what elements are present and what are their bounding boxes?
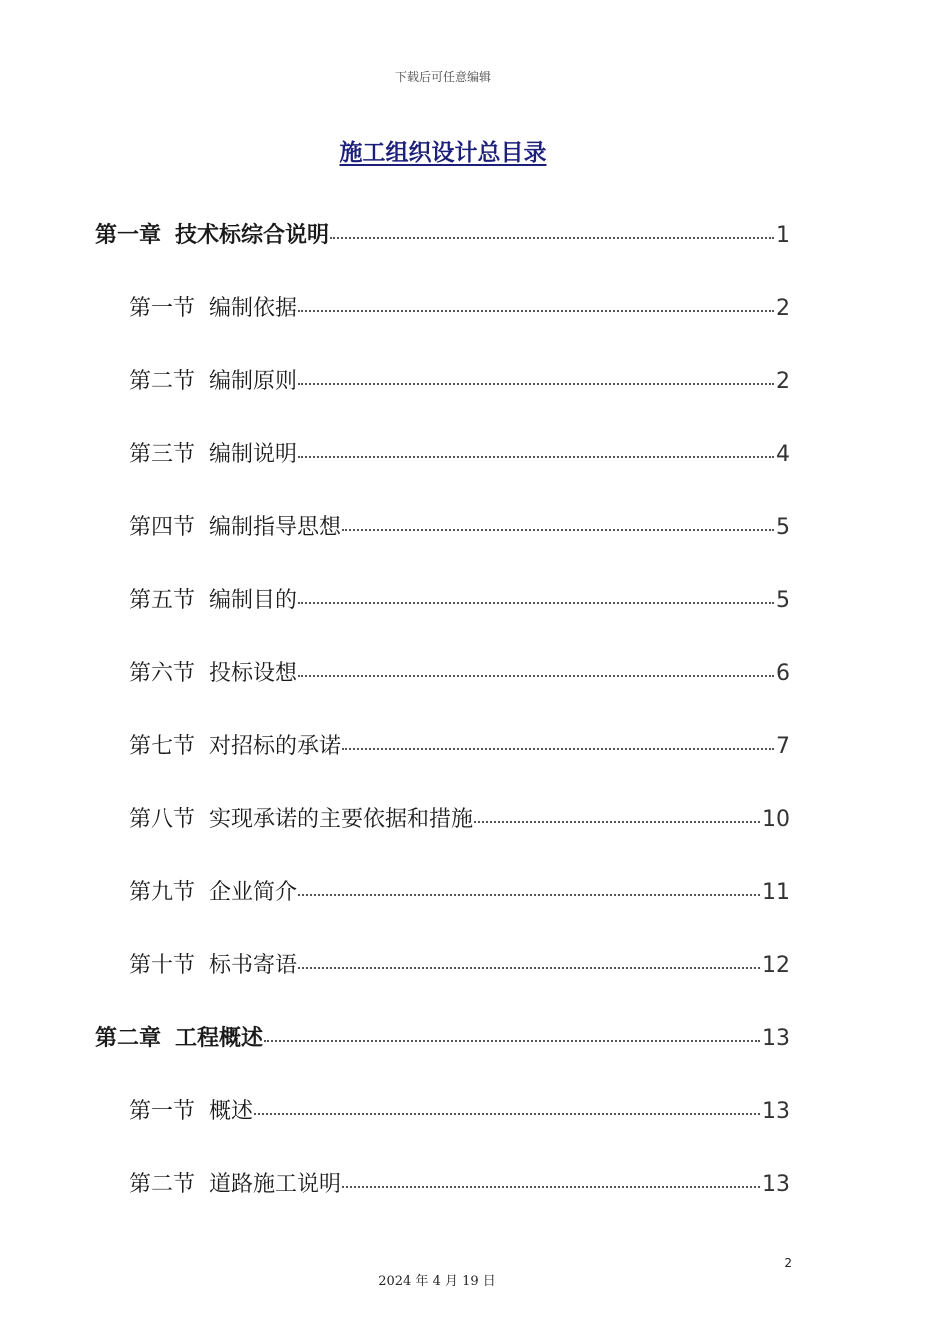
toc-dot-leader [254,1113,760,1115]
toc-entry-label: 标书寄语 [209,953,298,978]
toc-entry-label: 企业简介 [209,880,298,905]
toc-section-entry[interactable] [129,364,790,400]
toc-dot-leader [342,1186,760,1188]
toc-entry-page: 5 [776,588,790,613]
toc-entry-page: 6 [776,661,790,686]
toc-entry-number: 第三节 [129,442,196,467]
toc-dot-leader [342,748,774,750]
toc-entry-number: 第一节 [129,296,196,321]
toc-entry-page: 2 [776,296,790,321]
document-title: 施工组织设计总目录 [339,140,547,166]
toc-section-entry[interactable] [129,802,790,838]
toc-entry-number: 第二节 [129,369,196,394]
toc-entry-label: 编制说明 [209,442,298,467]
toc-section-entry[interactable] [129,583,790,619]
toc-section-entry[interactable] [129,510,790,546]
toc-section-entry[interactable] [129,1094,790,1130]
toc-entry-page: 1 [776,223,790,248]
toc-entry-label: 编制依据 [209,296,298,321]
toc-entry-page: 2 [776,369,790,394]
toc-dot-leader [298,310,774,312]
toc-entry-number: 第九节 [129,880,196,905]
toc-entry-page: 7 [776,734,790,759]
toc-entry-page: 11 [762,880,790,905]
toc-entry-label: 对招标的承诺 [209,734,342,759]
toc-entry-number: 第一节 [129,1099,196,1124]
toc-entry-number: 第六节 [129,661,196,686]
toc-section-entry[interactable] [129,948,790,984]
toc-entry-number: 第一章 [95,223,162,248]
toc-entry-number: 第五节 [129,588,196,613]
toc-dot-leader [342,529,774,531]
toc-dot-leader [298,675,774,677]
toc-section-entry[interactable] [129,437,790,473]
toc-section-entry[interactable] [129,729,790,765]
toc-dot-leader [264,1040,760,1042]
toc-entry-page: 4 [776,442,790,467]
toc-chapter-entry[interactable] [95,1021,790,1057]
toc-entry-number: 第八节 [129,807,196,832]
page-number: 2 [784,1256,792,1270]
toc-section-entry[interactable] [129,656,790,692]
toc-entry-number: 第七节 [129,734,196,759]
toc-entry-page: 13 [762,1099,790,1124]
toc-entry-label: 工程概述 [175,1026,264,1051]
toc-entry-label: 实现承诺的主要依据和措施 [209,807,474,832]
toc-dot-leader [298,383,774,385]
toc-dot-leader [298,602,774,604]
toc-entry-label: 编制目的 [209,588,298,613]
toc-entry-number: 第十节 [129,953,196,978]
toc-dot-leader [330,237,774,239]
toc-section-entry[interactable] [129,1167,790,1203]
toc-entry-page: 13 [762,1172,790,1197]
toc-dot-leader [298,967,760,969]
toc-entry-number: 第二节 [129,1172,196,1197]
toc-entry-page: 5 [776,515,790,540]
toc-entry-page: 12 [762,953,790,978]
toc-entry-label: 技术标综合说明 [175,223,330,248]
toc-section-entry[interactable] [129,291,790,327]
page-header: 下载后可任意编辑 [394,70,491,84]
toc-dot-leader [474,821,760,823]
toc-entry-label: 概述 [209,1099,254,1124]
toc-entry-label: 道路施工说明 [209,1172,342,1197]
toc-section-entry[interactable] [129,875,790,911]
toc-entry-label: 编制指导思想 [209,515,342,540]
page-footer-date: 2024 年 4 月 19 日 [378,1274,496,1289]
toc-entry-page: 10 [762,807,790,832]
toc-entry-label: 编制原则 [209,369,298,394]
toc-dot-leader [298,894,760,896]
toc-entry-number: 第二章 [95,1026,162,1051]
toc-dot-leader [298,456,774,458]
toc-chapter-entry[interactable] [95,218,790,254]
toc-entry-number: 第四节 [129,515,196,540]
toc-entry-label: 投标设想 [209,661,298,686]
toc-entry-page: 13 [762,1026,790,1051]
